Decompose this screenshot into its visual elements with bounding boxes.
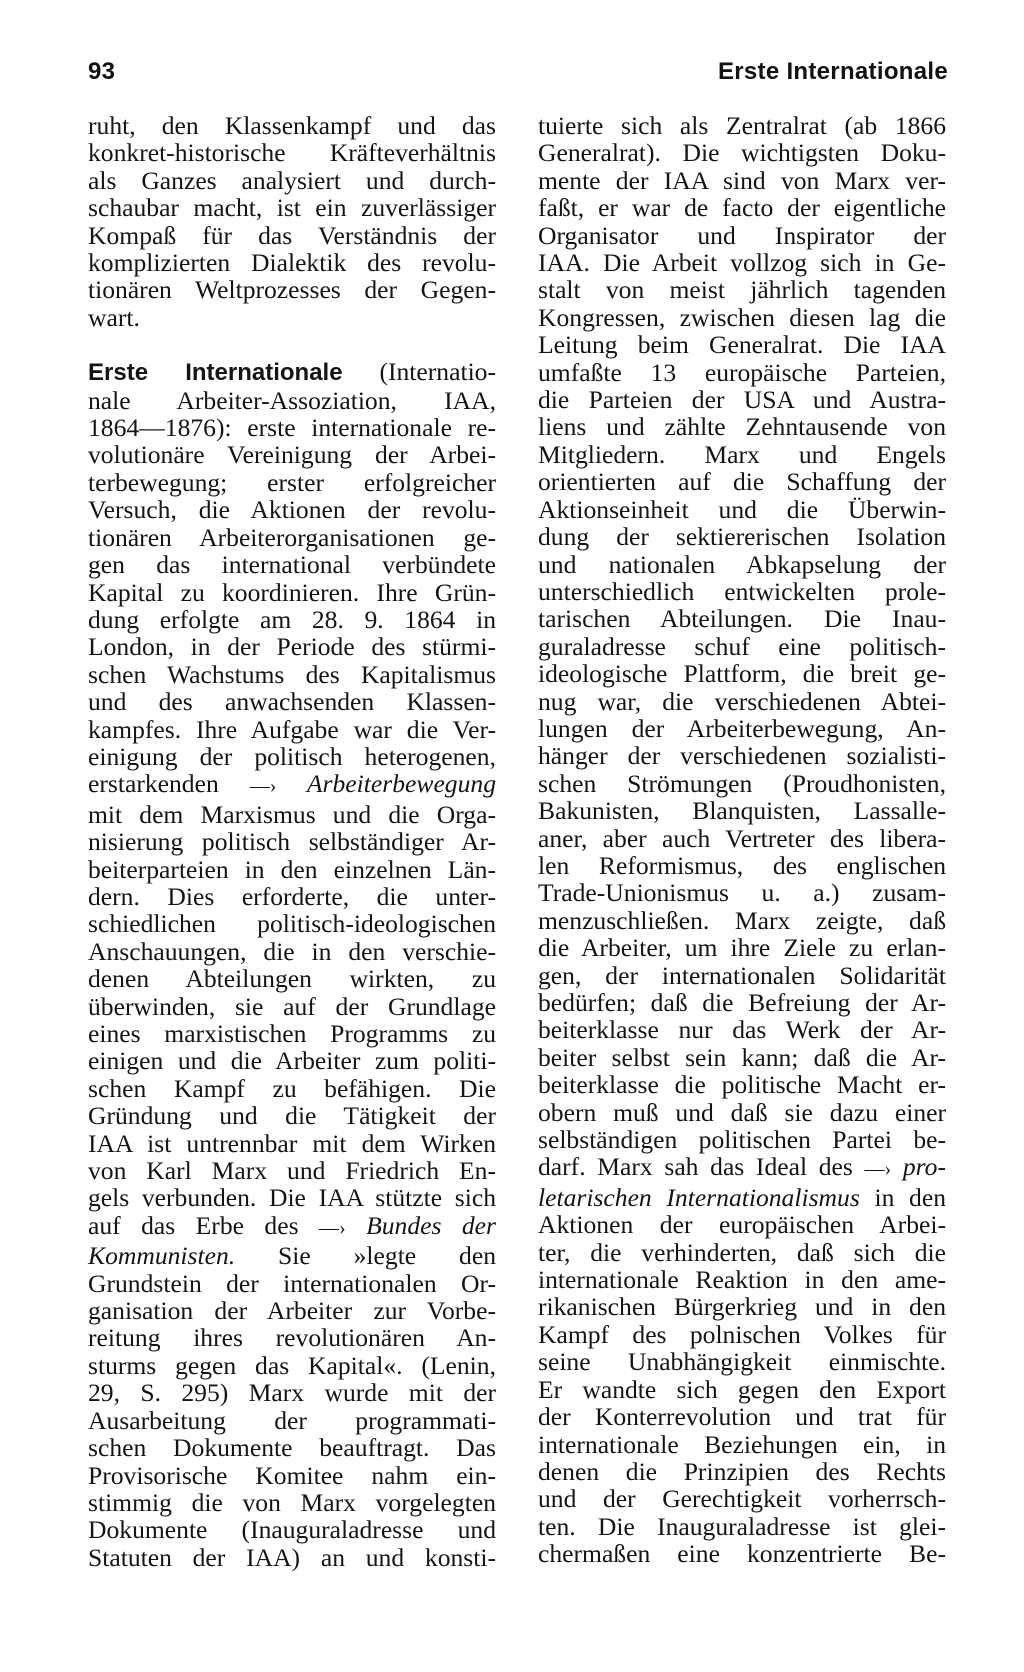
text-line: überwinden, sie auf der Grundlage bbox=[88, 991, 496, 1021]
cross-ref-proletarischer-internationalismus[interactable]: pro- bbox=[891, 1152, 946, 1182]
cross-ref-line-bund-cont bbox=[88, 1242, 496, 1269]
text-line: nale Arbeiter-Assoziation, IAA, bbox=[88, 385, 496, 415]
text-line: len Reformismus, des englischen bbox=[538, 850, 946, 880]
text-line: Aktionseinheit und die Überwin- bbox=[538, 494, 946, 524]
left-column bbox=[88, 112, 496, 1571]
text-line: einigen und die Arbeiter zum politi- bbox=[88, 1046, 496, 1076]
text-line: beiterparteien in den einzelnen Län- bbox=[88, 854, 496, 884]
page-number: 93 bbox=[88, 58, 116, 85]
text-line: wart. bbox=[88, 302, 140, 332]
text-line: beiter selbst sein kann; daß die Ar- bbox=[538, 1042, 946, 1072]
text-line: menzuschließen. Marx zeigte, daß bbox=[538, 905, 946, 935]
cross-ref-line-bund bbox=[88, 1212, 496, 1242]
text-line: orientierten auf die Schaffung der bbox=[538, 467, 946, 497]
text-line: schen Kampf zu befähigen. Die bbox=[88, 1073, 496, 1103]
cross-ref-line-internationalismus bbox=[538, 1153, 946, 1183]
text-line: Kompaß für das Verständnis der bbox=[88, 220, 496, 250]
text-line: aner, aber auch Vertreter des libera- bbox=[538, 823, 946, 853]
text-line: gels verbunden. Die IAA stützte sich bbox=[88, 1183, 496, 1213]
text-line: gen, der internationalen Solidarität bbox=[538, 960, 946, 990]
text-line: tuierte sich als Zentralrat (ab 1866 bbox=[538, 111, 946, 140]
text-line: beiterklasse die politische Macht er- bbox=[538, 1070, 946, 1100]
page-header bbox=[88, 52, 948, 92]
text-line: chermaßen eine konzentrierte Be- bbox=[538, 1539, 946, 1569]
text-line: schaubar macht, ist ein zuverlässiger bbox=[88, 193, 496, 223]
entry-heading: Erste Internationale bbox=[88, 359, 343, 387]
text-line: volutionäre Vereinigung der Arbei- bbox=[88, 440, 496, 470]
cross-ref-proletarischer-internationalismus-cont[interactable]: letarischen Internationalismus bbox=[538, 1182, 860, 1212]
text-line: Grundstein der internationalen Or- bbox=[88, 1268, 496, 1298]
text-line: ideologische Plattform, die breit ge- bbox=[538, 659, 946, 689]
text-line: als Ganzes analysiert und durch- bbox=[88, 165, 496, 195]
arrow-right-icon: —› bbox=[249, 775, 277, 798]
text-line: 1864—1876): erste internationale re- bbox=[88, 413, 496, 443]
text-line: seine Unabhängigkeit einmischte. bbox=[538, 1347, 946, 1377]
text-line: ter, die verhinderten, daß sich die bbox=[538, 1237, 946, 1267]
text-line: einigung der politisch heterogenen, bbox=[88, 741, 496, 771]
text-line: Leitung beim Generalrat. Die IAA bbox=[538, 330, 946, 360]
entry-erste-internationale bbox=[88, 358, 496, 1571]
text-line: nug war, die verschiedenen Abtei- bbox=[538, 686, 946, 716]
text-line: schen Wachstums des Kapitalismus bbox=[88, 659, 496, 689]
text-line: denen Abteilungen wirkten, zu bbox=[88, 964, 496, 994]
text-line: und der Gerechtigkeit vorherrsch- bbox=[538, 1484, 946, 1514]
text-line: reitung ihres revolutionären An- bbox=[88, 1323, 496, 1353]
text-line: eines marxistischen Programms zu bbox=[88, 1019, 496, 1048]
right-body-a bbox=[538, 112, 946, 1153]
text-line: faßt, er war de facto der eigentliche bbox=[538, 193, 946, 223]
text-line: Trade-Unionismus u. a.) zusam- bbox=[538, 878, 946, 908]
text-line: Statuten der IAA) an und konsti- bbox=[88, 1542, 496, 1572]
text-line: und nationalen Abkapselung der bbox=[538, 549, 946, 579]
text-line: stalt von meist jährlich tagenden bbox=[538, 275, 946, 305]
entry-body-c bbox=[88, 1270, 496, 1571]
text-line: Provisorische Komitee nahm ein- bbox=[88, 1460, 496, 1490]
cross-ref-prefix: erstarkenden bbox=[88, 769, 250, 799]
text-line: Aktionen der europäischen Arbei- bbox=[538, 1210, 946, 1240]
text-line: tionären Weltprozesses der Gegen- bbox=[88, 275, 496, 305]
arrow-right-icon: —› bbox=[864, 1158, 892, 1181]
text-line: terbewegung; erster erfolgreicher bbox=[88, 467, 496, 497]
cross-ref-arbeiterbewegung[interactable]: Arbeiterbewegung bbox=[276, 769, 496, 799]
text-line: Dokumente (Inauguraladresse und bbox=[88, 1515, 496, 1545]
text-line: schen Dokumente beauftragt. Das bbox=[88, 1433, 496, 1463]
text-line: beiterklasse nur das Werk der Ar- bbox=[538, 1015, 946, 1045]
text-line: selbständigen politischen Partei be- bbox=[538, 1125, 946, 1155]
cross-ref-prefix: auf das Erbe des bbox=[88, 1210, 319, 1240]
text-line: dung erfolgte am 28. 9. 1864 in bbox=[88, 604, 496, 634]
text-line: von Karl Marx und Friedrich En- bbox=[88, 1156, 496, 1186]
entry-first-line-rest: (Internatio- bbox=[342, 357, 496, 387]
text-line: ruht, den Klassenkampf und das bbox=[88, 111, 496, 140]
text-line: und des anwachsenden Klassen- bbox=[88, 687, 496, 717]
text-line: nisierung politisch selbständiger Ar- bbox=[88, 827, 496, 857]
cross-ref-line-internationalismus-cont bbox=[538, 1184, 946, 1211]
text-line: ganisation der Arbeiter zur Vorbe- bbox=[88, 1296, 496, 1326]
right-column bbox=[538, 112, 946, 1568]
text-line: guraladresse schuf eine politisch- bbox=[538, 631, 946, 661]
cross-ref-bund-der-kommunisten-cont[interactable]: Kommunisten. bbox=[88, 1241, 236, 1271]
right-body-b bbox=[538, 1211, 946, 1567]
text-line: mente der IAA sind von Marx ver- bbox=[538, 165, 946, 195]
text-line: obern muß und daß sie dazu einer bbox=[538, 1097, 946, 1127]
text-line: Anschauungen, die in den verschie- bbox=[88, 936, 496, 966]
text-line: umfaßte 13 europäische Parteien, bbox=[538, 357, 946, 387]
text-line: Ausarbeitung der programmati- bbox=[88, 1405, 496, 1435]
entry-first-line bbox=[88, 358, 496, 386]
cross-ref-suffix: in den bbox=[859, 1182, 946, 1212]
arrow-right-icon: —› bbox=[318, 1216, 346, 1239]
text-line: kampfes. Ihre Aufgabe war die Ver- bbox=[88, 714, 496, 744]
text-line: dung der sektiererischen Isolation bbox=[538, 522, 946, 552]
text-line: 29, S. 295) Marx wurde mit der bbox=[88, 1378, 496, 1408]
text-line: internationale Reaktion in den ame- bbox=[538, 1265, 946, 1295]
text-line: gen das international verbündete bbox=[88, 550, 496, 580]
running-title: Erste Internationale bbox=[717, 58, 948, 85]
text-line: denen die Prinzipien des Rechts bbox=[538, 1456, 946, 1486]
text-line: Generalrat). Die wichtigsten Doku- bbox=[538, 138, 946, 168]
entry-body-a bbox=[88, 387, 496, 771]
text-line: rikanischen Bürgerkrieg und in den bbox=[538, 1292, 946, 1322]
text-line: komplizierten Dialektik des revolu- bbox=[88, 248, 496, 278]
entry-body-b bbox=[88, 801, 496, 1212]
text-line: Kapital zu koordinieren. Ihre Grün- bbox=[88, 577, 496, 607]
text-line: ten. Die Inauguraladresse ist glei- bbox=[538, 1511, 946, 1541]
entry-continuation bbox=[538, 112, 946, 1568]
text-line: lungen der Arbeiterbewegung, An- bbox=[538, 713, 946, 743]
text-line: tarischen Abteilungen. Die Inau- bbox=[538, 604, 946, 634]
text-line: Bakunisten, Blanquisten, Lassalle- bbox=[538, 796, 946, 826]
text-line: liens und zählte Zehntausende von bbox=[538, 412, 946, 442]
text-line: dern. Dies erforderte, die unter- bbox=[88, 881, 496, 911]
text-line: Versuch, die Aktionen der revolu- bbox=[88, 495, 496, 525]
text-line: Kongressen, zwischen diesen lag die bbox=[538, 302, 946, 332]
text-line: die Arbeiter, um ihre Ziele zu erlan- bbox=[538, 933, 946, 963]
text-line: London, in der Periode des stürmi- bbox=[88, 632, 496, 662]
text-line: mit dem Marxismus und die Orga- bbox=[88, 799, 496, 829]
cross-ref-suffix: Sie »legte den bbox=[235, 1241, 496, 1271]
intro-paragraph bbox=[88, 112, 496, 331]
cross-ref-line-arbeiterbewegung bbox=[88, 770, 496, 800]
text-line: Organisator und Inspirator der bbox=[538, 220, 946, 250]
text-line: internationale Beziehungen ein, in bbox=[538, 1429, 946, 1459]
text-line: tionären Arbeiterorganisationen ge- bbox=[88, 522, 496, 552]
text-line: hänger der verschiedenen sozialisti- bbox=[538, 741, 946, 771]
text-line: schen Strömungen (Proudhonisten, bbox=[538, 768, 946, 798]
text-line: die Parteien der USA und Austra- bbox=[538, 385, 946, 415]
text-line: IAA. Die Arbeit vollzog sich in Ge- bbox=[538, 248, 946, 278]
text-line: stimmig die von Marx vorgelegten bbox=[88, 1487, 496, 1517]
text-line: der Konterrevolution und trat für bbox=[538, 1402, 946, 1432]
text-line: unterschiedlich entwickelten prole- bbox=[538, 576, 946, 606]
text-line: schiedlichen politisch-ideologischen bbox=[88, 909, 496, 939]
text-line: konkret-historische Kräfteverhältnis bbox=[88, 138, 496, 168]
cross-ref-prefix: darf. Marx sah das Ideal des bbox=[538, 1152, 865, 1182]
text-line: IAA ist untrennbar mit dem Wirken bbox=[88, 1128, 496, 1158]
cross-ref-bund-der-kommunisten[interactable]: Bundes der bbox=[345, 1210, 496, 1240]
text-line: Mitgliedern. Marx und Engels bbox=[538, 439, 946, 469]
text-line: Kampf des polnischen Volkes für bbox=[538, 1319, 946, 1349]
text-line: Gründung und die Tätigkeit der bbox=[88, 1101, 496, 1131]
text-line: sturms gegen das Kapital«. (Lenin, bbox=[88, 1350, 496, 1380]
text-line: Er wandte sich gegen den Export bbox=[538, 1374, 946, 1404]
text-line: bedürfen; daß die Befreiung der Ar- bbox=[538, 988, 946, 1017]
